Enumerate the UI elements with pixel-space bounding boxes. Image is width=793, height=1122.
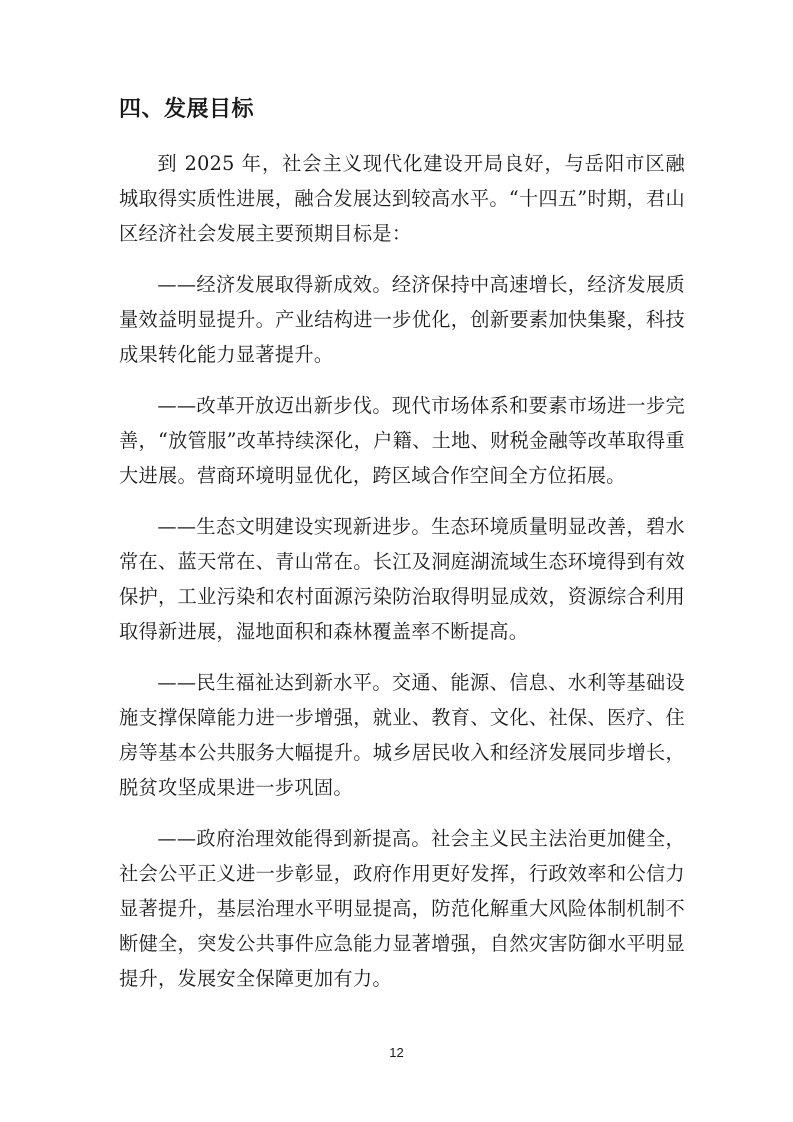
section-heading: 四、发展目标 [119, 97, 255, 122]
document-body [119, 146, 685, 1012]
goal-paragraph-governance: ——政府治理效能得到新提高。社会主义民主法治更加健全，社会公平正义进一步彰显，政府作用更好发挥，行政效率和公信力显著提升，基层治理水平明显提高，防范化解重大风险体制机制不断健全，突发公共事件应急能力显著增强，自然灾害防御水平明显提升，发展安全保障更加有力。 [119, 827, 685, 990]
intro-paragraph: 到 2025 年，社会主义现代化建设开局良好，与岳阳市区融城取得实质性进展，融合发展达到较高水平。“十四五”时期，君山区经济社会发展主要预期目标是： [119, 152, 685, 245]
page-number: 12 [389, 1045, 404, 1060]
goal-paragraph-reform: ——改革开放迈出新步伐。现代市场体系和要素市场进一步完善，“放管服”改革持续深化，户籍、土地、财税金融等改革取得重大进展。营商环境明显优化，跨区域合作空间全方位拓展。 [119, 394, 685, 487]
goal-paragraph-economy: ——经济发展取得新成效。经济保持中高速增长，经济发展质量效益明显提升。产业结构进一步优化，创新要素加快集聚，科技成果转化能力显著提升。 [119, 273, 685, 366]
goal-paragraph-ecology: ——生态文明建设实现新进步。生态环境质量明显改善，碧水常在、蓝天常在、青山常在。长江及洞庭湖流域生态环境得到有效保护，工业污染和农村面源污染防治取得明显成效，资源综合利用取得新进展，湿地面积和森林覆盖率不断提高。 [119, 515, 685, 643]
goal-paragraph-livelihood: ——民生福祉达到新水平。交通、能源、信息、水利等基础设施支撑保障能力进一步增强，就业、教育、文化、社保、医疗、住房等基本公共服务大幅提升。城乡居民收入和经济发展同步增长，脱贫攻坚成果进一步巩固。 [119, 671, 685, 799]
